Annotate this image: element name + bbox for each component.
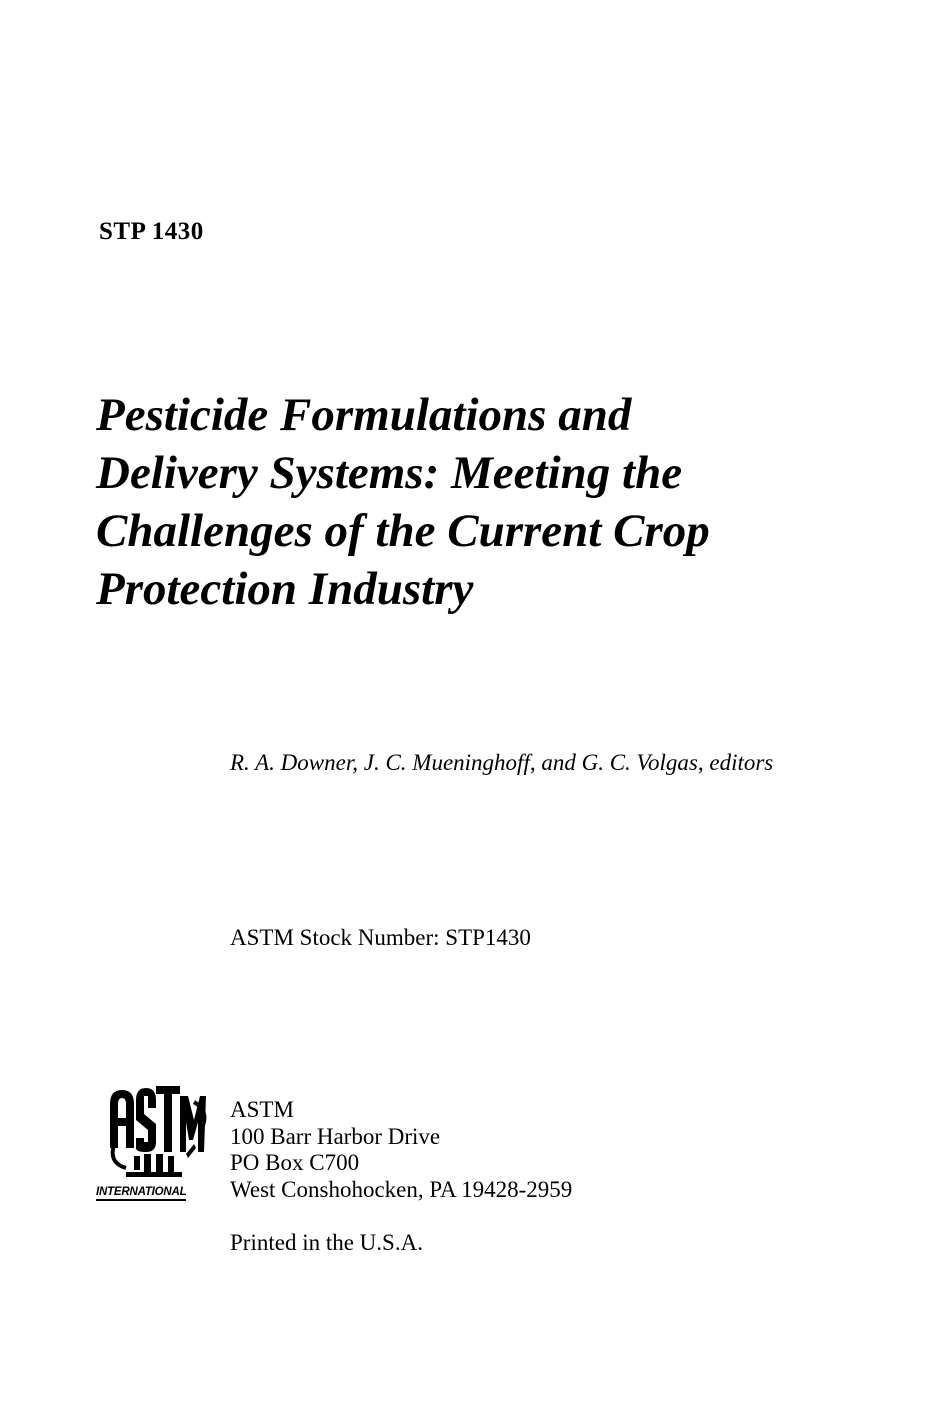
- title-line-1: Pesticide Formulations and: [96, 389, 632, 441]
- address-line-1: ASTM: [230, 1097, 294, 1122]
- title-line-4: Protection Industry: [96, 563, 474, 615]
- address-line-4: West Conshohocken, PA 19428-2959: [230, 1176, 573, 1202]
- stp-number: STP 1430: [99, 218, 204, 245]
- printed-note: Printed in the U.S.A.: [230, 1230, 423, 1255]
- address-line-3: PO Box C700: [230, 1150, 360, 1175]
- astm-international-logo-icon: [96, 1082, 214, 1208]
- astm-logo-mark-icon: [96, 1082, 214, 1186]
- address-line-2: 100 Barr Harbor Drive: [230, 1123, 441, 1149]
- logo-wordmark: INTERNATIONAL: [96, 1185, 186, 1201]
- title-line-2: Delivery Systems: Meeting the: [96, 447, 683, 499]
- title-line-3: Challenges of the Current Crop: [96, 505, 710, 557]
- book-title: [96, 386, 896, 618]
- publisher-address: [230, 1097, 572, 1203]
- editors-line: R. A. Downer, J. C. Mueninghoff, and G. C. Volgas, editors: [230, 750, 774, 775]
- stock-number: ASTM Stock Number: STP1430: [230, 925, 531, 950]
